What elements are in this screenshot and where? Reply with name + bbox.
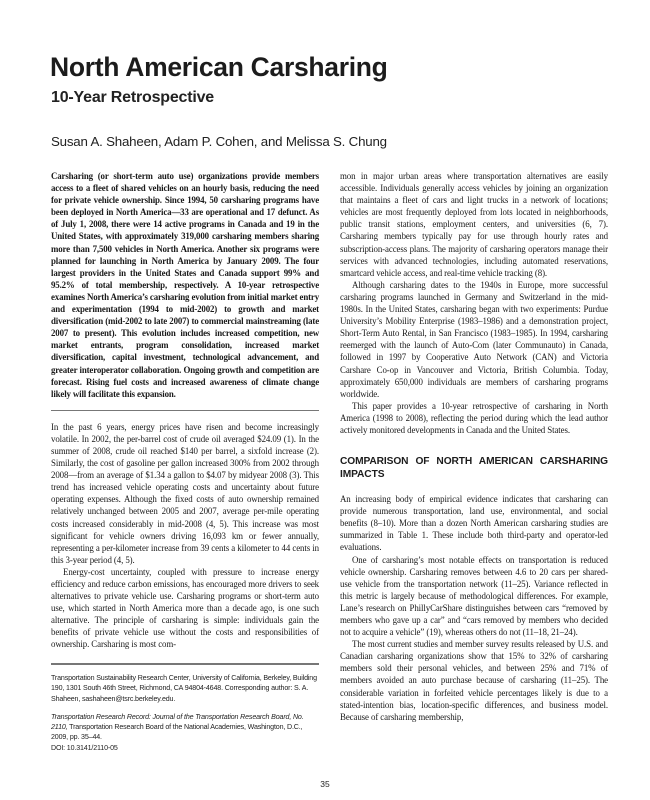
abstract-divider [51,410,319,411]
body-paragraph: This paper provides a 10-year retrospective of carsharing in North America (1998 to 2008), reflecting the period during which the lead author actively monitored developments in Canada and the United States. [340,400,608,435]
doi[interactable]: DOI: 10.3141/2110-05 [51,743,118,752]
article-title: North American Carsharing [50,52,388,82]
page-number: 35 [320,779,330,789]
article-subtitle: 10-Year Retrospective [51,89,215,106]
journal-name: Transportation Research Record: Journal of the Transportation Research Board, No. 2110, [51,712,304,732]
section-heading: COMPARISON OF NORTH AMERICAN CARSHARING IMPACTS [340,456,608,480]
body-paragraph: One of carsharing’s most notable effects on transportation is reduced vehicle ownership. Carsharing removes between 4.6 to 20 cars per shared-use vehicle from the transportation network (11–25). Variance reflected in this metric is largely because of methodological differences. For example, Lane’s research on PhillyCarShare distinguishes between cars “removed by members who gave up a car” and “cars removed by members who decided not to acquire a vehicle” (19), whereas others do not (11–18, 21–24). [340,554,608,638]
abstract: Carsharing (or short-term auto use) organizations provide members access to a fleet of shared vehicles on an hourly basis, reducing the need for private vehicle ownership. Since 1994, 50 carsharing programs have been deployed in North America—33 are operational and 17 defunct. As of July 1, 2008, there were 14 active programs in Canada and 19 in the United States, with approximately 319,000 carsharing members sharing more than 7,500 vehicles in North America. Another six programs were planned for launching in North America by January 2009. The four largest providers in the United States and Canada support 99% and 95.2% of total membership, respectively. A 10-year retrospective examines North America’s carsharing evolution from initial market entry and experimentation (1994 to mid-2002) to growth and market diversification (mid-2002 to late 2007) to commercial mainstreaming (late 2007 to present). This evolution includes increased competition, new market entrants, program consolidation, increased market diversification, capital investment, technological advancement, and greater interoperator collaboration. Ongoing growth and competition are forecast. Rising fuel costs and increased awareness of climate change likely will facilitate this expansion. [51,171,319,399]
journal-details: Transportation Research Board of the National Academies, Washington, D.C., 2009, pp. 35–44. [51,723,303,742]
body-paragraph: An increasing body of empirical evidence indicates that carsharing can provide numerous transportation, land use, environmental, and social benefits (8–10). More than a dozen North American carsharing studies are summarized in Table 1. These include both third-party and operator-led evaluations. [340,494,608,553]
body-paragraph: mon in major urban areas where transportation alternatives are easily accessible. Individuals generally access vehicles by joining an organization that maintains a fleet of cars and light trucks in a network of locations; vehicles are most frequently deployed from lots located in neighborhoods, public transit stations, employment centers, and universities (6, 7). Carsharing members typically pay for use through hourly rates and subscription-access plans. The majority of carsharing operators manage their services with advanced technologies, including automated reservations, smartcard vehicle access, and real-time vehicle tracking (8). [340,171,608,278]
author-affiliation: Transportation Sustainability Research Center, University of California, Berkeley, Building 190, 1301 South 46th Street, Richmond, CA 94804-4648. Corresponding author: S. A. Shaheen, sashaheen@tsrc.berkeley.edu. [51,674,317,703]
author-list: Susan A. Shaheen, Adam P. Cohen, and Melissa S. Chung [51,134,387,149]
footnotes [51,673,321,753]
body-paragraph: Although carsharing dates to the 1940s in Europe, more successful carsharing programs launched in Germany and Switzerland in the mid-1980s. In the United States, carsharing began with two experiments: Purdue University’s Mobility Enterprise (1983–1986) and a demonstration project, Short-Term Auto Rental, in San Francisco (1983–1985). In 1994, carsharing reemerged with the launch of Auto-Com (later Communauto) in Canada, followed in 1997 by Cooperative Auto Network (CAN) and Victoria Carshare Co-op in Vancouver and Victoria, British Columbia. Today, approximately 650,000 individuals are members of carsharing programs worldwide. [340,279,608,399]
journal-citation [51,712,321,743]
body-paragraph: In the past 6 years, energy prices have risen and become increasingly volatile. In 2002, the per-barrel cost of crude oil averaged $24.09 (1). In the summer of 2008, crude oil reached $140 per barrel, a sixfold increase (2). Similarly, the cost of gasoline per gallon increased 300% from 2002 through 2008—from an average of $1.34 a gallon to $4.07 by midyear 2008 (3). This trend has increased vehicle operating costs and uncertainty about future operating expenses. Although the fixed costs of auto ownership remained relatively unchanged between 2005 and 2007, average per-mile operating costs increased considerably in mid-2008 (4, 5). This increase was most significant for vehicle owners driving 16,093 km or fewer annually, representing a per-kilometer increase from 39 cents a kilometer to 44 cents in this 3-year period (4, 5). [51,421,319,565]
body-paragraph: Energy-cost uncertainty, coupled with pressure to increase energy efficiency and reduce carbon emissions, has encouraged more drivers to seek alternatives to private vehicle use. Carsharing programs or short-term auto use, which started in North America more than a decade ago, is one such alternative. The principle of carsharing is simple: individuals gain the benefits of private vehicle use without the costs and responsibilities of ownership. Carsharing is most com- [51,566,319,650]
footnote-divider [51,663,319,665]
left-column [51,170,319,651]
body-paragraph: The most current studies and member survey results released by U.S. and Canadian carsharing organizations show that 15% to 32% of carsharing members sold their personal vehicles, and between 25% and 71% of members avoided an auto purchase because of carsharing (11–25). The considerable variation in forfeited vehicle percentages likely is due to a stated-intention bias, location-specific differences, and business model. Because of carsharing membership, [340,639,608,722]
right-column [340,170,608,723]
